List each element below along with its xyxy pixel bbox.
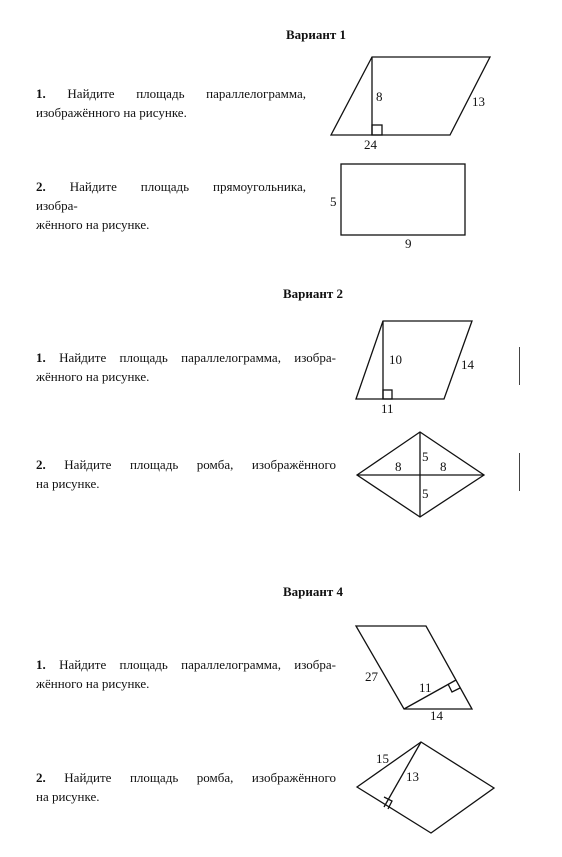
v4-height-label-rhombus: 13 <box>406 769 419 784</box>
task-text-line-1: Найдите площадь параллелограмма, <box>67 86 306 101</box>
v2-side-label: 14 <box>461 357 474 372</box>
task-number: 2. <box>36 457 46 472</box>
variant-1-title: Вариант 1 <box>286 27 347 42</box>
v4-parallelogram-figure <box>356 626 472 723</box>
v2-diag-left-label: 8 <box>395 459 402 474</box>
variant-2-title: Вариант 2 <box>283 286 344 301</box>
v4-rhombus-figure <box>357 742 494 833</box>
v2-height-label: 10 <box>389 352 402 367</box>
v2-diag-right-label: 8 <box>440 459 447 474</box>
v1-base-label: 24 <box>364 137 377 152</box>
v1-side-label: 13 <box>472 94 485 109</box>
v4-side-label: 27 <box>365 669 378 684</box>
v1-rectangle-figure <box>330 164 465 251</box>
task-text-line-1: Найдите площадь ромба, изображённого <box>64 457 337 472</box>
task-number: 2. <box>36 179 46 194</box>
task-text-line-3: жённого на рисунке. <box>36 217 150 232</box>
v2-vert-top-label: 5 <box>422 449 429 464</box>
task-text-line-2: на рисунке. <box>36 789 100 804</box>
v4-side-label-rhombus: 15 <box>376 751 389 766</box>
task-text-line-2: жённого на рисунке. <box>36 369 150 384</box>
variant-4-title: Вариант 4 <box>283 584 344 599</box>
v1-rect-height-label: 5 <box>330 194 337 209</box>
task-number: 1. <box>36 350 46 365</box>
v2-base-label: 11 <box>381 401 394 416</box>
task-text-line-2: жённого на рисунке. <box>36 676 150 691</box>
task-text-line-2: на рисунке. <box>36 476 100 491</box>
v1-parallelogram-figure <box>331 57 490 152</box>
task-text-line-1: Найдите площадь параллелограмма, изобра- <box>59 350 337 365</box>
task-text-line-2: изображённого на рисунке. <box>36 105 187 120</box>
v1-rect-width-label: 9 <box>405 236 412 251</box>
task-text-line-1: Найдите площадь ромба, изображённого <box>64 770 337 785</box>
v4-height-label: 11 <box>419 680 432 695</box>
task-number: 1. <box>36 86 46 101</box>
v2-parallelogram-figure <box>356 321 475 416</box>
task-text-line-1: Найдите площадь прямоугольника, <box>69 179 306 194</box>
task-number: 1. <box>36 657 46 672</box>
v2-rhombus-figure <box>357 432 484 517</box>
v1-height-label: 8 <box>376 89 383 104</box>
task-text-line-2: изобра- <box>36 198 78 213</box>
task-text-line-1: Найдите площадь параллелограмма, изобра- <box>59 657 337 672</box>
task-number: 2. <box>36 770 46 785</box>
v4-base-label: 14 <box>430 708 443 723</box>
v2-vert-bottom-label: 5 <box>422 486 429 501</box>
